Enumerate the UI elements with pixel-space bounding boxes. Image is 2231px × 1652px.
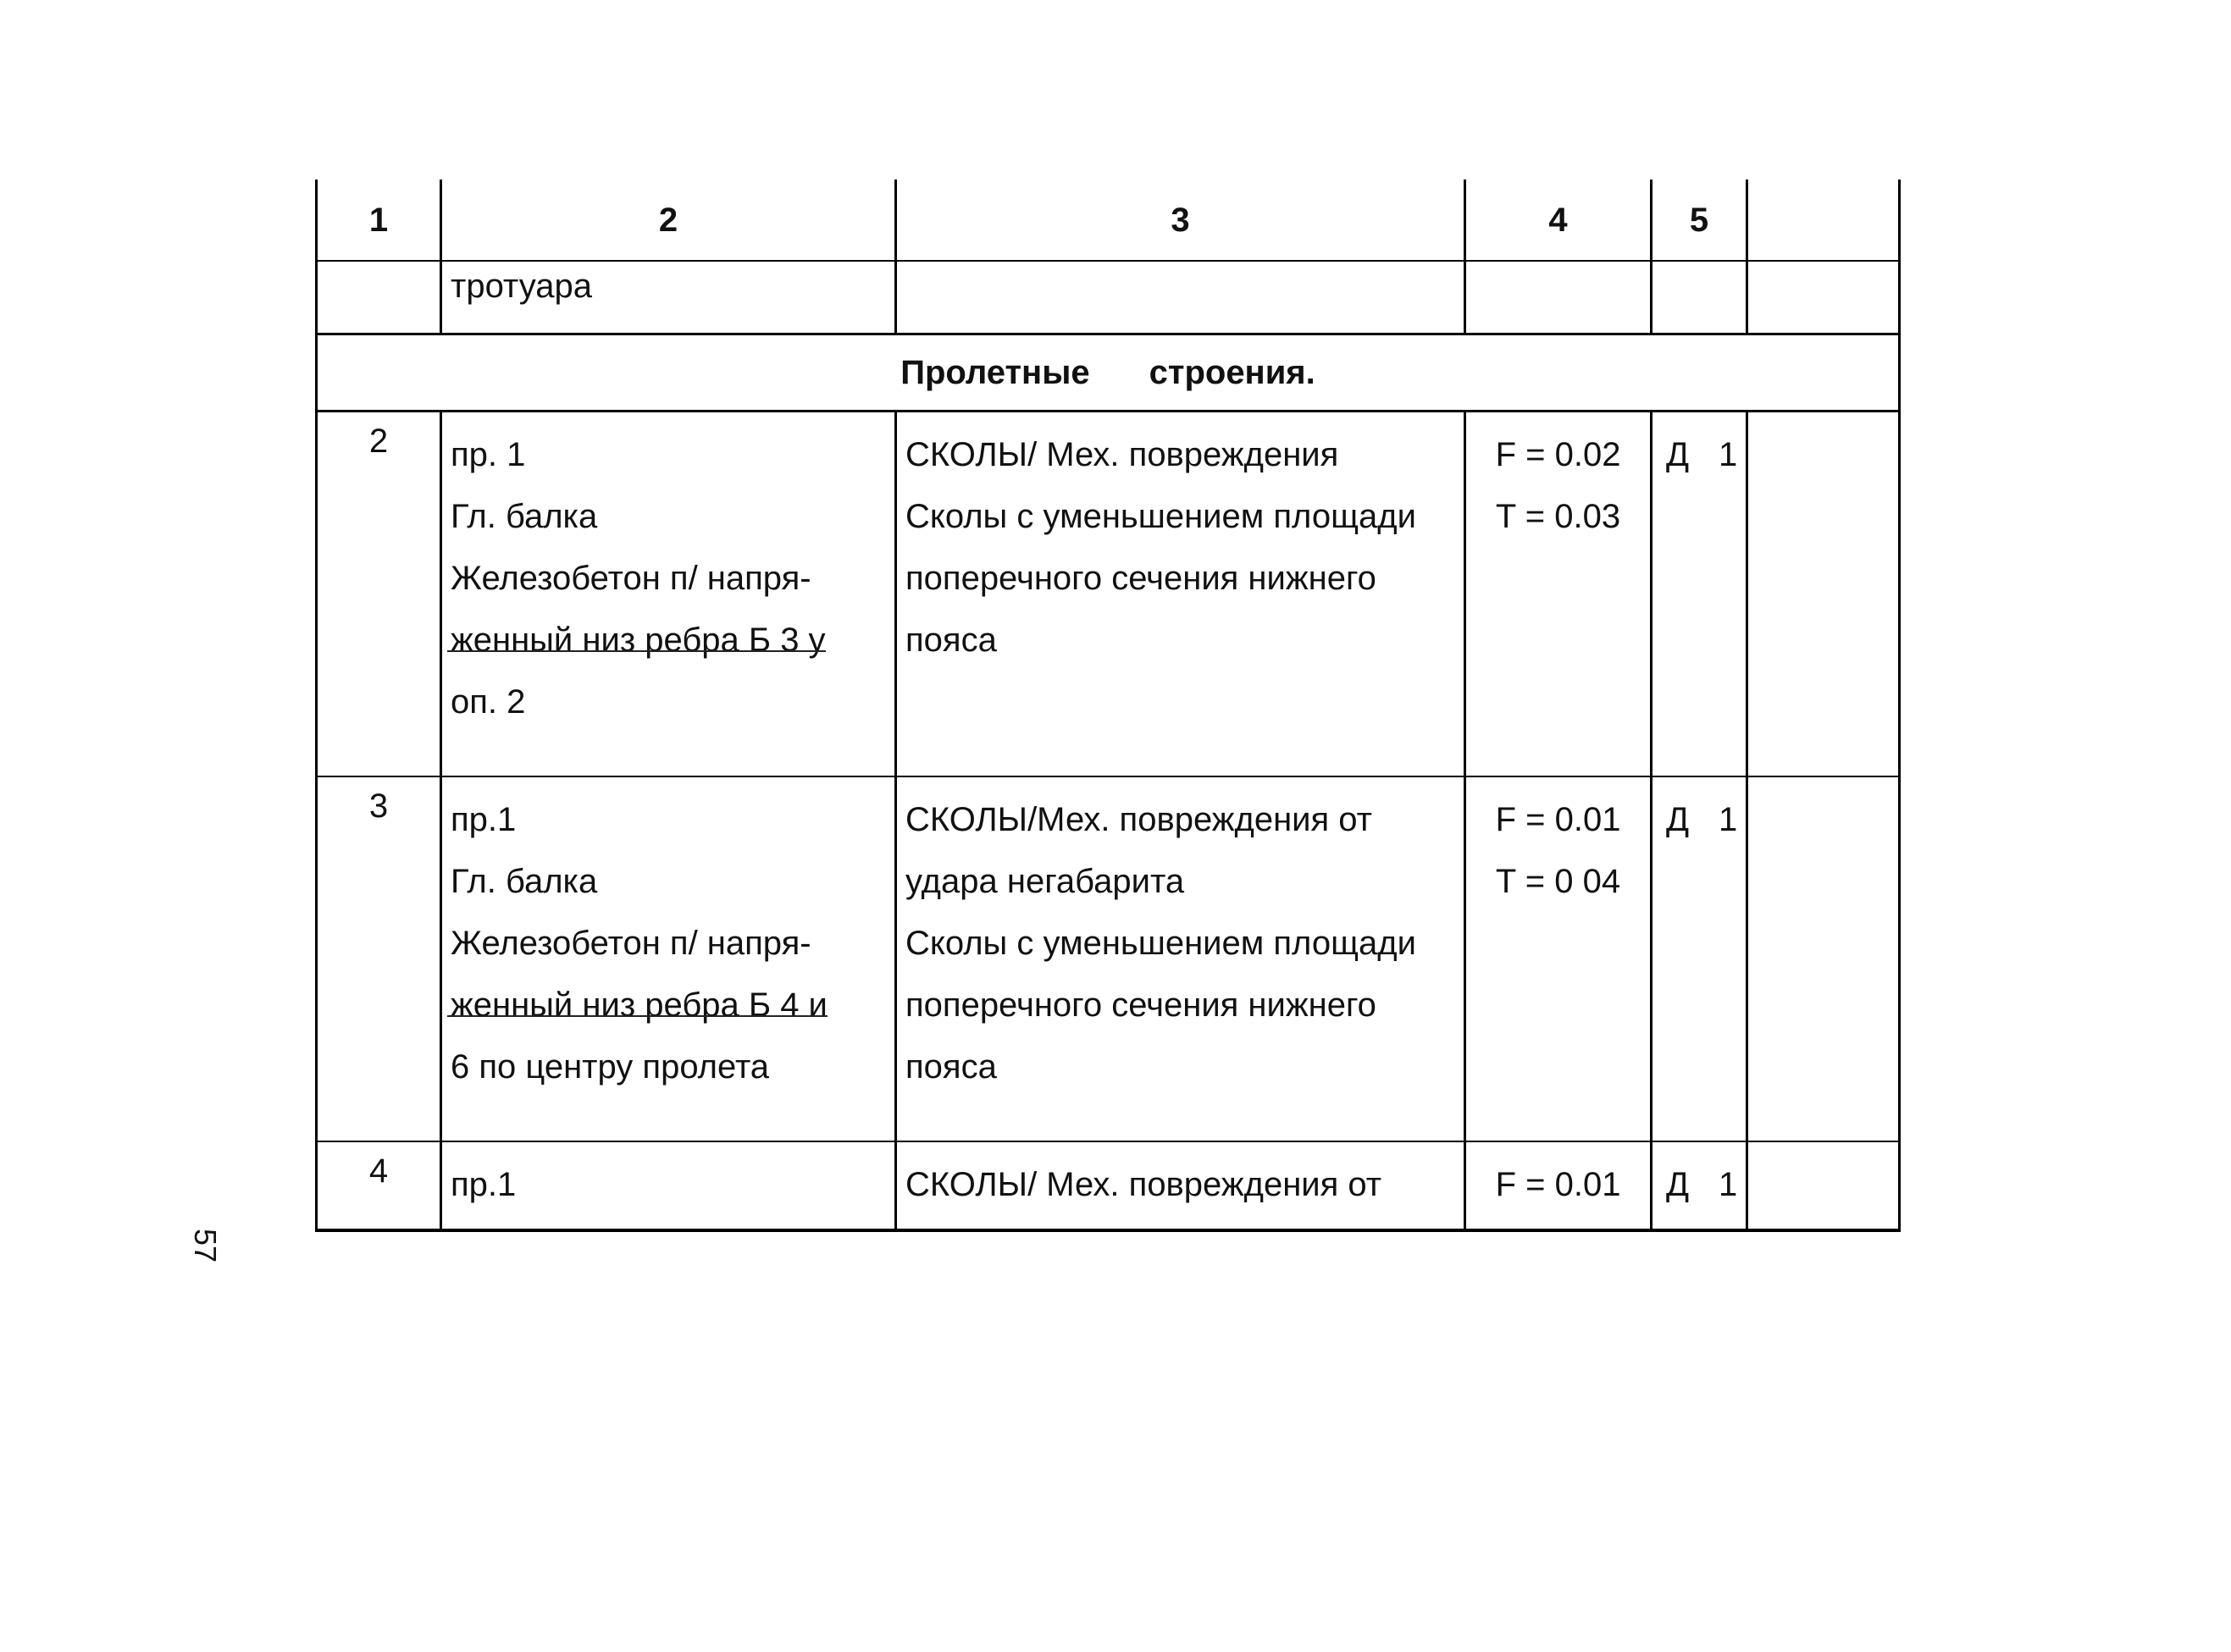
element-line: Гл. балка bbox=[451, 863, 598, 900]
row-number: 4 bbox=[317, 1141, 441, 1230]
category-value: 1 bbox=[1719, 1166, 1738, 1203]
params-cell bbox=[1465, 412, 1652, 777]
element-line: пр. 1 bbox=[451, 436, 526, 473]
defect-line: поперечного сечения нижнего bbox=[905, 560, 1376, 597]
header-cell-6 bbox=[1747, 180, 1900, 261]
element-line: оп. 2 bbox=[451, 683, 526, 721]
table-row bbox=[317, 1141, 1900, 1230]
category-letter: Д bbox=[1666, 436, 1690, 473]
section-title bbox=[317, 334, 1900, 412]
element-line: пр.1 bbox=[451, 801, 517, 838]
section-title-word-1: Пролетные bbox=[900, 354, 1090, 391]
cell bbox=[1747, 412, 1900, 777]
header-cell-4: 4 bbox=[1465, 180, 1652, 261]
param-f: F = 0.02 bbox=[1495, 436, 1621, 473]
cell bbox=[441, 261, 896, 334]
element-cell bbox=[441, 776, 896, 1141]
defect-line: пояса bbox=[905, 1048, 997, 1086]
cell bbox=[317, 261, 441, 334]
element-line: Железобетон п/ напря- bbox=[451, 925, 811, 962]
row-number: 3 bbox=[317, 776, 441, 1141]
header-cell-2: 2 bbox=[441, 180, 896, 261]
param-f: F = 0.01 bbox=[1495, 1166, 1621, 1203]
element-line: Гл. балка bbox=[451, 498, 598, 535]
element-line-underlined: женный низ ребра Б 4 и bbox=[451, 986, 828, 1024]
element-line: 6 по центру пролета bbox=[451, 1048, 770, 1086]
category-letter: Д bbox=[1666, 1166, 1690, 1203]
category-cell bbox=[1652, 776, 1747, 1141]
defects-table bbox=[315, 180, 1901, 1232]
defect-cell bbox=[896, 412, 1465, 777]
param-t: T = 0 04 bbox=[1495, 863, 1621, 900]
cell bbox=[1747, 776, 1900, 1141]
cell bbox=[1465, 261, 1652, 334]
defect-line: Сколы с уменьшением площади bbox=[905, 925, 1416, 962]
continuation-row bbox=[317, 261, 1900, 334]
category-letter: Д bbox=[1666, 801, 1690, 838]
section-row bbox=[317, 334, 1900, 412]
cell bbox=[1747, 261, 1900, 334]
params-cell bbox=[1465, 1141, 1652, 1230]
cell bbox=[1747, 1141, 1900, 1230]
category-value: 1 bbox=[1719, 801, 1738, 838]
category-cell bbox=[1652, 412, 1747, 777]
defect-line: пояса bbox=[905, 622, 997, 659]
table-row bbox=[317, 412, 1900, 777]
cell bbox=[1652, 261, 1747, 334]
defect-line: удара негабарита bbox=[905, 863, 1185, 900]
param-f: F = 0.01 bbox=[1495, 801, 1621, 838]
page-number: 57 bbox=[188, 1228, 224, 1263]
element-line: Железобетон п/ напря- bbox=[451, 560, 811, 597]
defect-line: Сколы с уменьшением площади bbox=[905, 498, 1416, 535]
defect-line: поперечного сечения нижнего bbox=[905, 986, 1376, 1024]
header-cell-5: 5 bbox=[1652, 180, 1747, 261]
header-row bbox=[317, 180, 1900, 261]
element-cell bbox=[441, 1141, 896, 1230]
element-line bbox=[451, 975, 894, 1036]
defect-cell bbox=[896, 776, 1465, 1141]
defect-line: СКОЛЫ/ Мех. повреждения bbox=[905, 436, 1339, 473]
header-cell-3: 3 bbox=[896, 180, 1465, 261]
category bbox=[1666, 424, 1746, 486]
element-line: пр.1 bbox=[451, 1166, 517, 1203]
section-title-word-2: строения. bbox=[1149, 354, 1315, 391]
defect-cell bbox=[896, 1141, 1465, 1230]
element-line bbox=[451, 610, 894, 671]
row-number: 2 bbox=[317, 412, 441, 777]
element-cell bbox=[441, 412, 896, 777]
element-line-underlined: женный низ ребра Б 3 у bbox=[451, 622, 826, 659]
params-cell bbox=[1465, 776, 1652, 1141]
continuation-text: тротуара bbox=[451, 268, 592, 305]
cell bbox=[896, 261, 1465, 334]
category bbox=[1666, 789, 1746, 851]
param-t: T = 0.03 bbox=[1495, 498, 1621, 535]
category bbox=[1666, 1154, 1746, 1216]
header-cell-1: 1 bbox=[317, 180, 441, 261]
table-row bbox=[317, 776, 1900, 1141]
category-value: 1 bbox=[1719, 436, 1738, 473]
defect-line: СКОЛЫ/Мех. повреждения от bbox=[905, 801, 1372, 838]
defect-line: СКОЛЫ/ Мех. повреждения от bbox=[905, 1166, 1382, 1203]
category-cell bbox=[1652, 1141, 1747, 1230]
